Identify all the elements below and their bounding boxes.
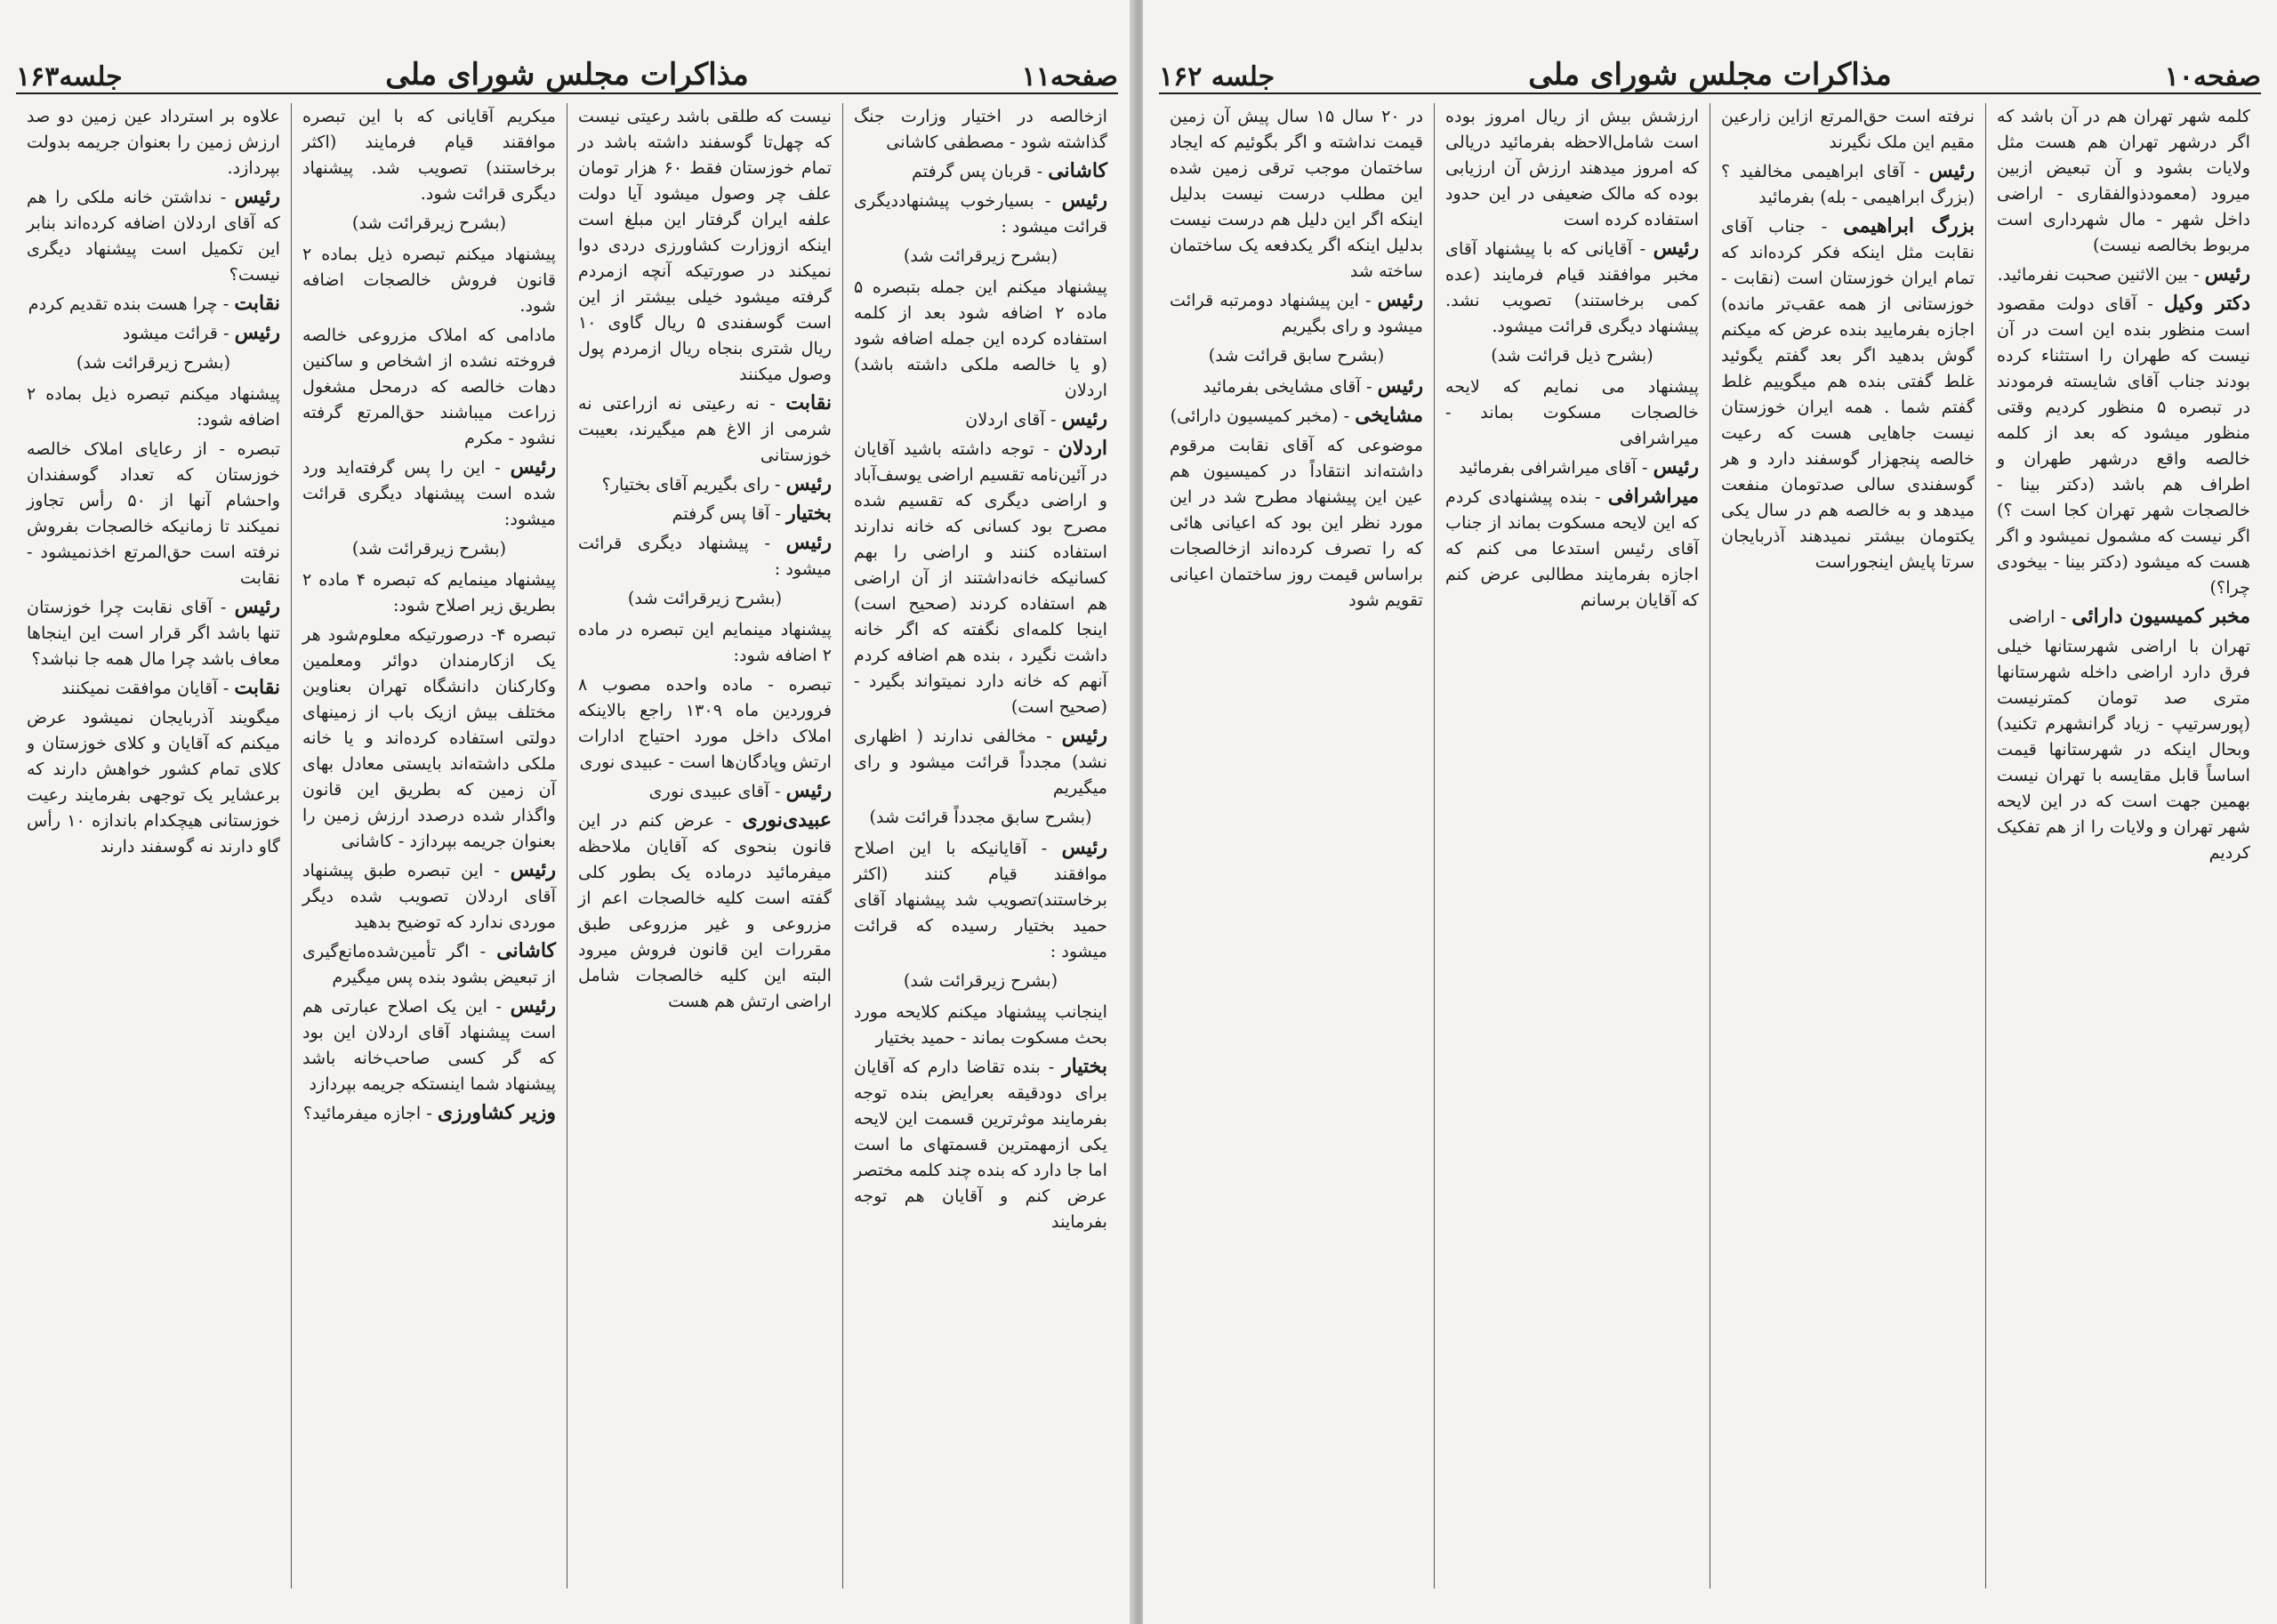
speaker-paragraph: رئیس - آقای ابراهیمی مخالفید ؟ (بزرگ ابراهیمی - بله) بفرمائید	[1721, 159, 1975, 207]
speaker-paragraph: رئیس - نداشتن خانه ملکی را هم که آقای اردلان اضافه کرده‌اند بنابر این تکمیل است پیشنهاد دیگری نیست؟	[27, 185, 280, 285]
speaker-paragraph: وزیر کشاورزی - اجازه میفرمائید؟	[302, 1101, 556, 1124]
speaker-paragraph: رئیس - آقای میراشرافی بفرمائید	[1459, 455, 1699, 478]
speaker-paragraph: رئیس - قرائت میشود	[122, 321, 280, 344]
body-paragraph: تبصره - ماده واحده مصوب ۸ فروردین ماه ۱۳۰۹ راجع بالاینکه املاک داخل مورد احتیاج ادارات ارتش وپادگان‌ها است - عبیدی نوری	[578, 674, 832, 772]
body-paragraph: پیشنهاد میکنم تبصره ذیل بماده ۲ قانون فروش خالصجات اضافه شود.	[302, 244, 556, 316]
speaker-paragraph: رئیس - پیشنهاد دیگری قرائت میشود :	[578, 531, 832, 579]
speaker-name: وزیر کشاورزی	[437, 1101, 556, 1124]
body-paragraph: اینجانب پیشنهاد میکنم کلایحه مورد بحث مسکوت بماند - حمید بختیار	[854, 1001, 1107, 1048]
procedural-note: (بشرح سابق قرائت شد)	[1208, 345, 1385, 366]
speaker-name: رئیس	[1653, 455, 1699, 478]
body-paragraph: نرفته است حق‌المرتع ازاین زارعین مقیم این ملک نگیرند	[1721, 106, 1975, 152]
speaker-paragraph: بزرگ ابراهیمی - جناب آقای نقابت مثل اینکه فکر کرده‌اند که تمام ایران خوزستان است (نقابت - خوزستانی از همه عقب‌تر مانده) اجازه بفرمایید بنده عرض که میکنم گوش بدهید اگر بعد گفتم یگوئید غلط گفتی بنده هم میگوییم غلط گفتم شما . همه ایران خوزستان نیست جاهایی هست که رعیت خالصه پنجهزار گوسفند دارد و هر گوسفندی سالی صدتومان منفعت میدهد و به خالصه هم در سال یکی یکتومان بیشتر نمیدهند آذربایجان سرتا پایش اینجوراست	[1721, 214, 1975, 572]
speaker-paragraph: نقابت - چرا هست بنده تقدیم کردم	[28, 292, 280, 315]
speaker-name: رئیس	[785, 779, 832, 802]
speaker-name: بختیار	[786, 502, 832, 525]
speaker-paragraph: کاشانی - قربان پس گرفتم	[912, 159, 1107, 182]
body-paragraph: نیست که طلقی باشد رعیتی نیست که چهل‌تا گوسفند داشته باشد در تمام خوزستان فقط ۶۰ هزار تومان علف چر وصول میشود آیا دولت علفه ایران گرفتار این مبلغ است اینکه ازوزارت کشاورزی دردی دوا نمیکند در صورتیکه آنچه ازمردم گرفته میشود خیلی بیشتر از این است گوسفندی ۵ ریال گاوی ۱۰ ریال شتری بنجاه ریال ازمردم پول وصول میکنند	[578, 106, 832, 384]
speaker-paragraph: رئیس - آقایانیکه با این اصلاح موافقند قیام کنند (اکثر برخاستند)تصویب شد پیشنهاد آقای حمید بختیار رسیده که قرائت میشود :	[854, 836, 1107, 961]
speaker-name: رئیس	[1061, 836, 1107, 859]
body-paragraph: پیشنهاد می نمایم که لایحه خالصجات مسکوت بماند - میراشرافی	[1445, 376, 1699, 448]
procedural-note: (بشرح زیرقرائت شد)	[351, 538, 507, 559]
body-paragraph: ارزشش بیش از ریال امروز بوده است شامل‌الاحظه بفرمائید دریالی که امروز میدهند ارزش آن ارزیابی بوده که مالک ضعیفی در این حدود استفاده کرده است	[1445, 106, 1699, 229]
speaker-name: مشایخی	[1355, 404, 1423, 427]
speaker-name: نقابت	[234, 292, 280, 315]
body-paragraph: پیشنهاد میکنم تبصره ذیل بماده ۲ اضافه شود:	[27, 383, 280, 430]
left-page-number: صفحه۱۱	[1021, 61, 1118, 92]
right-page-number: صفحه۱۰	[2164, 61, 2261, 92]
right-page-header	[1159, 53, 2261, 94]
speaker-paragraph: رئیس - این را پس گرفته‌اید ورد شده است پیشنهاد دیگری قرائت میشود:	[302, 455, 556, 529]
speaker-name: رئیس	[785, 472, 832, 495]
right-page-session: جلسه ۱۶۲	[1159, 61, 1275, 92]
body-paragraph: پیشنهاد مینمایم این تبصره در ماده ۲ اضافه شود:	[578, 619, 832, 665]
speaker-paragraph: رئیس - رای بگیریم آقای بختیار؟	[601, 472, 832, 495]
body-paragraph: موضوعی که آقای نقابت مرقوم داشته‌اند انتقاداً در کمیسیون هم عین این پیشنهاد مطرح شد در این مورد نظر این بود که اعیانی هائی که را تصرف کرده‌اند ازخالصجات براساس قیمت روز ساختمان اعیانی تقویم شود	[1170, 435, 1423, 610]
text-column	[567, 103, 842, 1588]
speaker-name: رئیس	[234, 595, 280, 618]
speaker-name: بزرگ ابراهیمی	[1843, 214, 1975, 237]
speaker-paragraph: رئیس - بین الاثنین صحبت نفرمائید.	[1997, 262, 2250, 285]
text-column	[291, 103, 567, 1588]
body-paragraph: کلمه شهر تهران هم در آن باشد که اگر درشهر تهران هم هست مثل ولایات بشود و آن تبعیض ازبین میرود (معمودذوالفقاری - اراضی داخل شهر - مال شهرداری است مربوط بخالصه نیست)	[1997, 106, 2250, 255]
procedural-note: (بشرح زیرقرائت شد)	[351, 213, 507, 233]
speaker-name: رئیس	[234, 321, 280, 344]
speaker-name: رئیس	[1061, 724, 1107, 747]
speaker-name: بختیار	[1062, 1055, 1107, 1078]
speaker-name: رئیس	[510, 994, 556, 1017]
speaker-name: اردلان	[1058, 437, 1107, 460]
procedural-note: (بشرح سابق مجدداً قرائت شد)	[869, 807, 1092, 827]
body-paragraph: تبصره ۴- درصورتیکه معلوم‌شود هر یک ازکارمندان دوائر ومعلمین وکارکنان دانشگاه تهران بعناوین مختلف بیش ازیک باب از زمینهای دولتی استفاده کرده‌اند و یا خانه ملکی داشته‌اند بایستی معادل بهای آن زمین که بطریق این قانون واگذار شده درصدد ارزش زمین را بعنوان جریمه بپردازد - کاشانی	[302, 624, 556, 851]
body-paragraph: مادامی که املاک مزروعی خالصه فروخته نشده از اشخاص و ساکنین دهات خالصه که درمحل مشغول زراعت میباشند حق‌المرتع گرفته نشود - مکرم	[302, 325, 556, 448]
text-column	[842, 103, 1118, 1588]
body-paragraph: علاوه بر استرداد عین زمین دو صد ارزش زمین را بعنوان جریمه بدولت بپردازد.	[27, 106, 280, 178]
speaker-paragraph: رئیس - بسیارخوب پیشنهاددیگری قرائت میشود :	[854, 189, 1107, 237]
speaker-paragraph: مخبر کمیسیون دارائی - اراضی	[2008, 605, 2250, 628]
left-page-header	[16, 53, 1118, 94]
speaker-name: رئیس	[1061, 189, 1107, 212]
left-page-columns	[16, 103, 1118, 1588]
speaker-paragraph: رئیس - آقای اردلان	[965, 407, 1107, 430]
procedural-note: (بشرح زیرقرائت شد)	[903, 245, 1058, 266]
speaker-paragraph: نقابت - نه رعیتی نه ازراعتی نه شرمی از الاغ هم میگیرند، بعیبت خوزستانی	[578, 391, 832, 465]
speaker-name: رئیس	[1653, 237, 1699, 260]
speaker-paragraph: مشایخی - (مخبر کمیسیون دارائی)	[1170, 404, 1423, 427]
speaker-paragraph: رئیس - این یک اصلاح عبارتی هم است پیشنهاد آقای اردلان این بود که گر کسی صاحب‌خانه باشد پیشنهاد شما اینستکه جریمه بپردازد	[302, 994, 556, 1094]
procedural-note: (بشرح زیرقرائت شد)	[76, 352, 231, 373]
speaker-paragraph: رئیس - آقای نقابت چرا خوزستان تنها باشد اگر قرار است این اینجاها معاف باشد چرا مال همه جا نباشد؟	[27, 595, 280, 669]
speaker-name: رئیس	[2204, 262, 2250, 285]
text-column	[1985, 103, 2261, 1588]
speaker-paragraph: بختیار - بنده تقاضا دارم که آقایان برای دودقیقه بعرایض بنده توجه بفرمایند موثرترین قسمت این لایحه یکی ازمهمترین قسمتهای ما است اما جا دارد که بنده چند کلمه مختصر عرض کنم و آقایان هم توجه بفرمایند	[854, 1055, 1107, 1232]
right-page-title: مذاکرات مجلس شورای ملی	[1528, 57, 1892, 92]
speaker-name: نقابت	[785, 391, 832, 414]
speaker-paragraph: اردلان - توجه داشته باشید آقایان در آئین‌نامه تقسیم اراضی یوسف‌آباد و اراضی دیگری که تقسیم شده مصرح بود کسانی که خانه ندارند استفاده کنند و اراضی را بهم کسانیکه خانه‌داشتند از آن اراضی هم استفاده کردند (صحیح است) اینجا کلمه‌ای نگفته که اگر خانه داشت نگیرد ، بنده هم اضافه کردم آنهم که خانه دارد نمیتواند بگیرد - (صحیح است)	[854, 437, 1107, 717]
speaker-paragraph: رئیس - آقای مشایخی بفرمائید	[1203, 374, 1423, 398]
speaker-name: رئیس	[785, 531, 832, 554]
speaker-paragraph: عبیدی‌نوری - عرض کنم در این قانون بنحوی که آقایان ملاحظه میفرمائید درماده یک بطور کلی گفته است کلیه خالصجات اعم از مزروعی و غیر مزروعی طبق مقررات این قانون فروش میرود البته این کلیه خالصجات شامل اراضی ارتش هم هست	[578, 808, 832, 1011]
body-paragraph: تبصره - از رعایای املاک خالصه خوزستان که تعداد گوسفندان واحشام آنها از ۵۰ رأس تجاوز نمیکند تا زمانیکه خالصجات بفروش نرفته است حق‌المرتع اخذنمیشود - نقابت	[27, 438, 281, 588]
speaker-paragraph: بختیار - آقا پس گرفتم	[672, 502, 832, 525]
procedural-note: (بشرح ذیل قرائت شد)	[1491, 345, 1653, 366]
speaker-name: دکتر وکیل	[2163, 292, 2250, 315]
speaker-name: رئیس	[1377, 288, 1423, 311]
text-column	[1710, 103, 1985, 1588]
speaker-name: نقابت	[234, 676, 280, 699]
speaker-name: رئیس	[510, 858, 556, 881]
speaker-paragraph: میراشرافی - بنده پیشنهادی کردم که این لایحه مسکوت بماند از جناب آقای رئیس استدعا می کنم که اجازه بفرمایند مطالبی عرض کنم که آقایان برسانم	[1445, 485, 1699, 610]
speaker-paragraph: رئیس - این تبصره طبق پیشنهاد آقای اردلان تصویب شده دیگر موردی ندارد که توضیح بدهید	[302, 858, 556, 932]
procedural-note: (بشرح زیرقرائت شد)	[627, 588, 783, 608]
speaker-name: میراشرافی	[1607, 485, 1699, 508]
text-column	[1434, 103, 1710, 1588]
speaker-paragraph: کاشانی - اگر تأمین‌شده‌مانع‌گیری از تبعیض بشود بنده پس میگیرم	[302, 939, 556, 987]
speaker-name: رئیس	[1928, 159, 1975, 182]
body-paragraph: تهران با اراضی شهرستانها خیلی فرق دارد اراضی داخله شهرستانها متری صد تومان کمترنیست (پورسرتیپ - زیاد گرانشهرم تکنید) وبحال اینکه در شهرستانها قیمت اساساً قابل مقایسه با تهران نیست بهمین جهت است که در این لایحه شهر تهران و ولایات را از هم تفکیک کردیم	[1997, 636, 2250, 863]
speaker-name: رئیس	[510, 455, 556, 478]
left-page	[0, 0, 1134, 1624]
speaker-paragraph: دکتر وکیل - آقای دولت مقصود است منظور بنده این است در آن نیست که طهران را استثناء کرده بودند جناب آقای شایسته فرمودند در تبصره ۵ منظور کردیم وقتی منظور میشود که بعد از کلمه خالصه واقع درشهر طهران و اطراف هم باشد (دکتر بینا - خالصجات شهر تهران کجا است ؟) اگر نیست که مشمول نمیشود و اگر هست که میشود (دکتر بینا - بیخودی چرا؟)	[1997, 292, 2250, 598]
speaker-name: عبیدی‌نوری	[742, 808, 832, 832]
speaker-name: رئیس	[1377, 374, 1423, 398]
speaker-paragraph: نقابت - آقایان موافقت نمیکنند	[61, 676, 280, 699]
right-page	[1143, 0, 2277, 1624]
body-paragraph: پیشنهاد مینمایم که تبصره ۴ ماده ۲ بطریق زیر اصلاح شود:	[302, 569, 557, 615]
body-paragraph: میگویند آذربایجان نمیشود عرض میکنم که آقایان و کلای خوزستان و کلای تمام کشور خواهش دارند که برعشایر یک توجهی بفرمایند رعیت خوزستانی هیچکدام باندازه ۱۰ رأس گاو دارند نه گوسفند دارند	[27, 707, 280, 856]
speaker-paragraph: رئیس - مخالفی ندارند ( اظهاری نشد) مجدداً قرائت میشود و رای میگیریم	[854, 724, 1107, 798]
body-paragraph: در ۲۰ سال ۱۵ سال پیش آن زمین قیمت نداشته و اگر بگوئیم که ایجاد ساختمان موجب ترقی زمین شده این مطلب درست نیست بدلیل اینکه اگر این دلیل هم درست نیست بدلیل اینکه اگر یکدفعه یک ساختمان ساخته شد	[1170, 106, 1423, 281]
body-paragraph: میکریم آقایانی که با این تبصره موافقند قیام فرمایند (اکثر برخاستند) تصویب شد. پیشنهاد دیگری قرائت شود.	[302, 106, 556, 204]
speaker-name: رئیس	[1061, 407, 1107, 430]
right-page-columns	[1159, 103, 2261, 1588]
left-page-session: جلسه۱۶۳	[16, 61, 123, 92]
body-paragraph: پیشنهاد میکنم این جمله بتبصره ۵ ماده ۲ اضافه شود بعد از کلمه استفاده کرده این جمله اضافه شود (و یا خالصه ملکی داشته باشد) اردلان	[854, 277, 1107, 400]
speaker-paragraph: رئیس - آقایانی که با پیشنهاد آقای مخبر موافقند قیام فرمایند (عده کمی برخاستند) تصویب نشد. پیشنهاد دیگری قرائت میشود.	[1445, 237, 1699, 336]
left-page-title: مذاکرات مجلس شورای ملی	[385, 57, 749, 92]
speaker-name: رئیس	[234, 185, 280, 208]
speaker-paragraph: رئیس - آقای عبیدی نوری	[648, 779, 832, 802]
speaker-name: کاشانی	[496, 939, 556, 962]
body-paragraph: ازخالصه در اختیار وزارت جنگ گذاشته شود - مصطفی کاشانی	[854, 106, 1107, 152]
speaker-name: مخبر کمیسیون دارائی	[2072, 605, 2250, 628]
procedural-note: (بشرح زیرقرائت شد)	[903, 970, 1058, 991]
speaker-name: کاشانی	[1048, 159, 1107, 182]
text-column	[1159, 103, 1434, 1588]
speaker-paragraph: رئیس - این پیشنهاد دومرتبه قرائت میشود و رای بگیریم	[1170, 288, 1423, 336]
text-column	[16, 103, 291, 1588]
